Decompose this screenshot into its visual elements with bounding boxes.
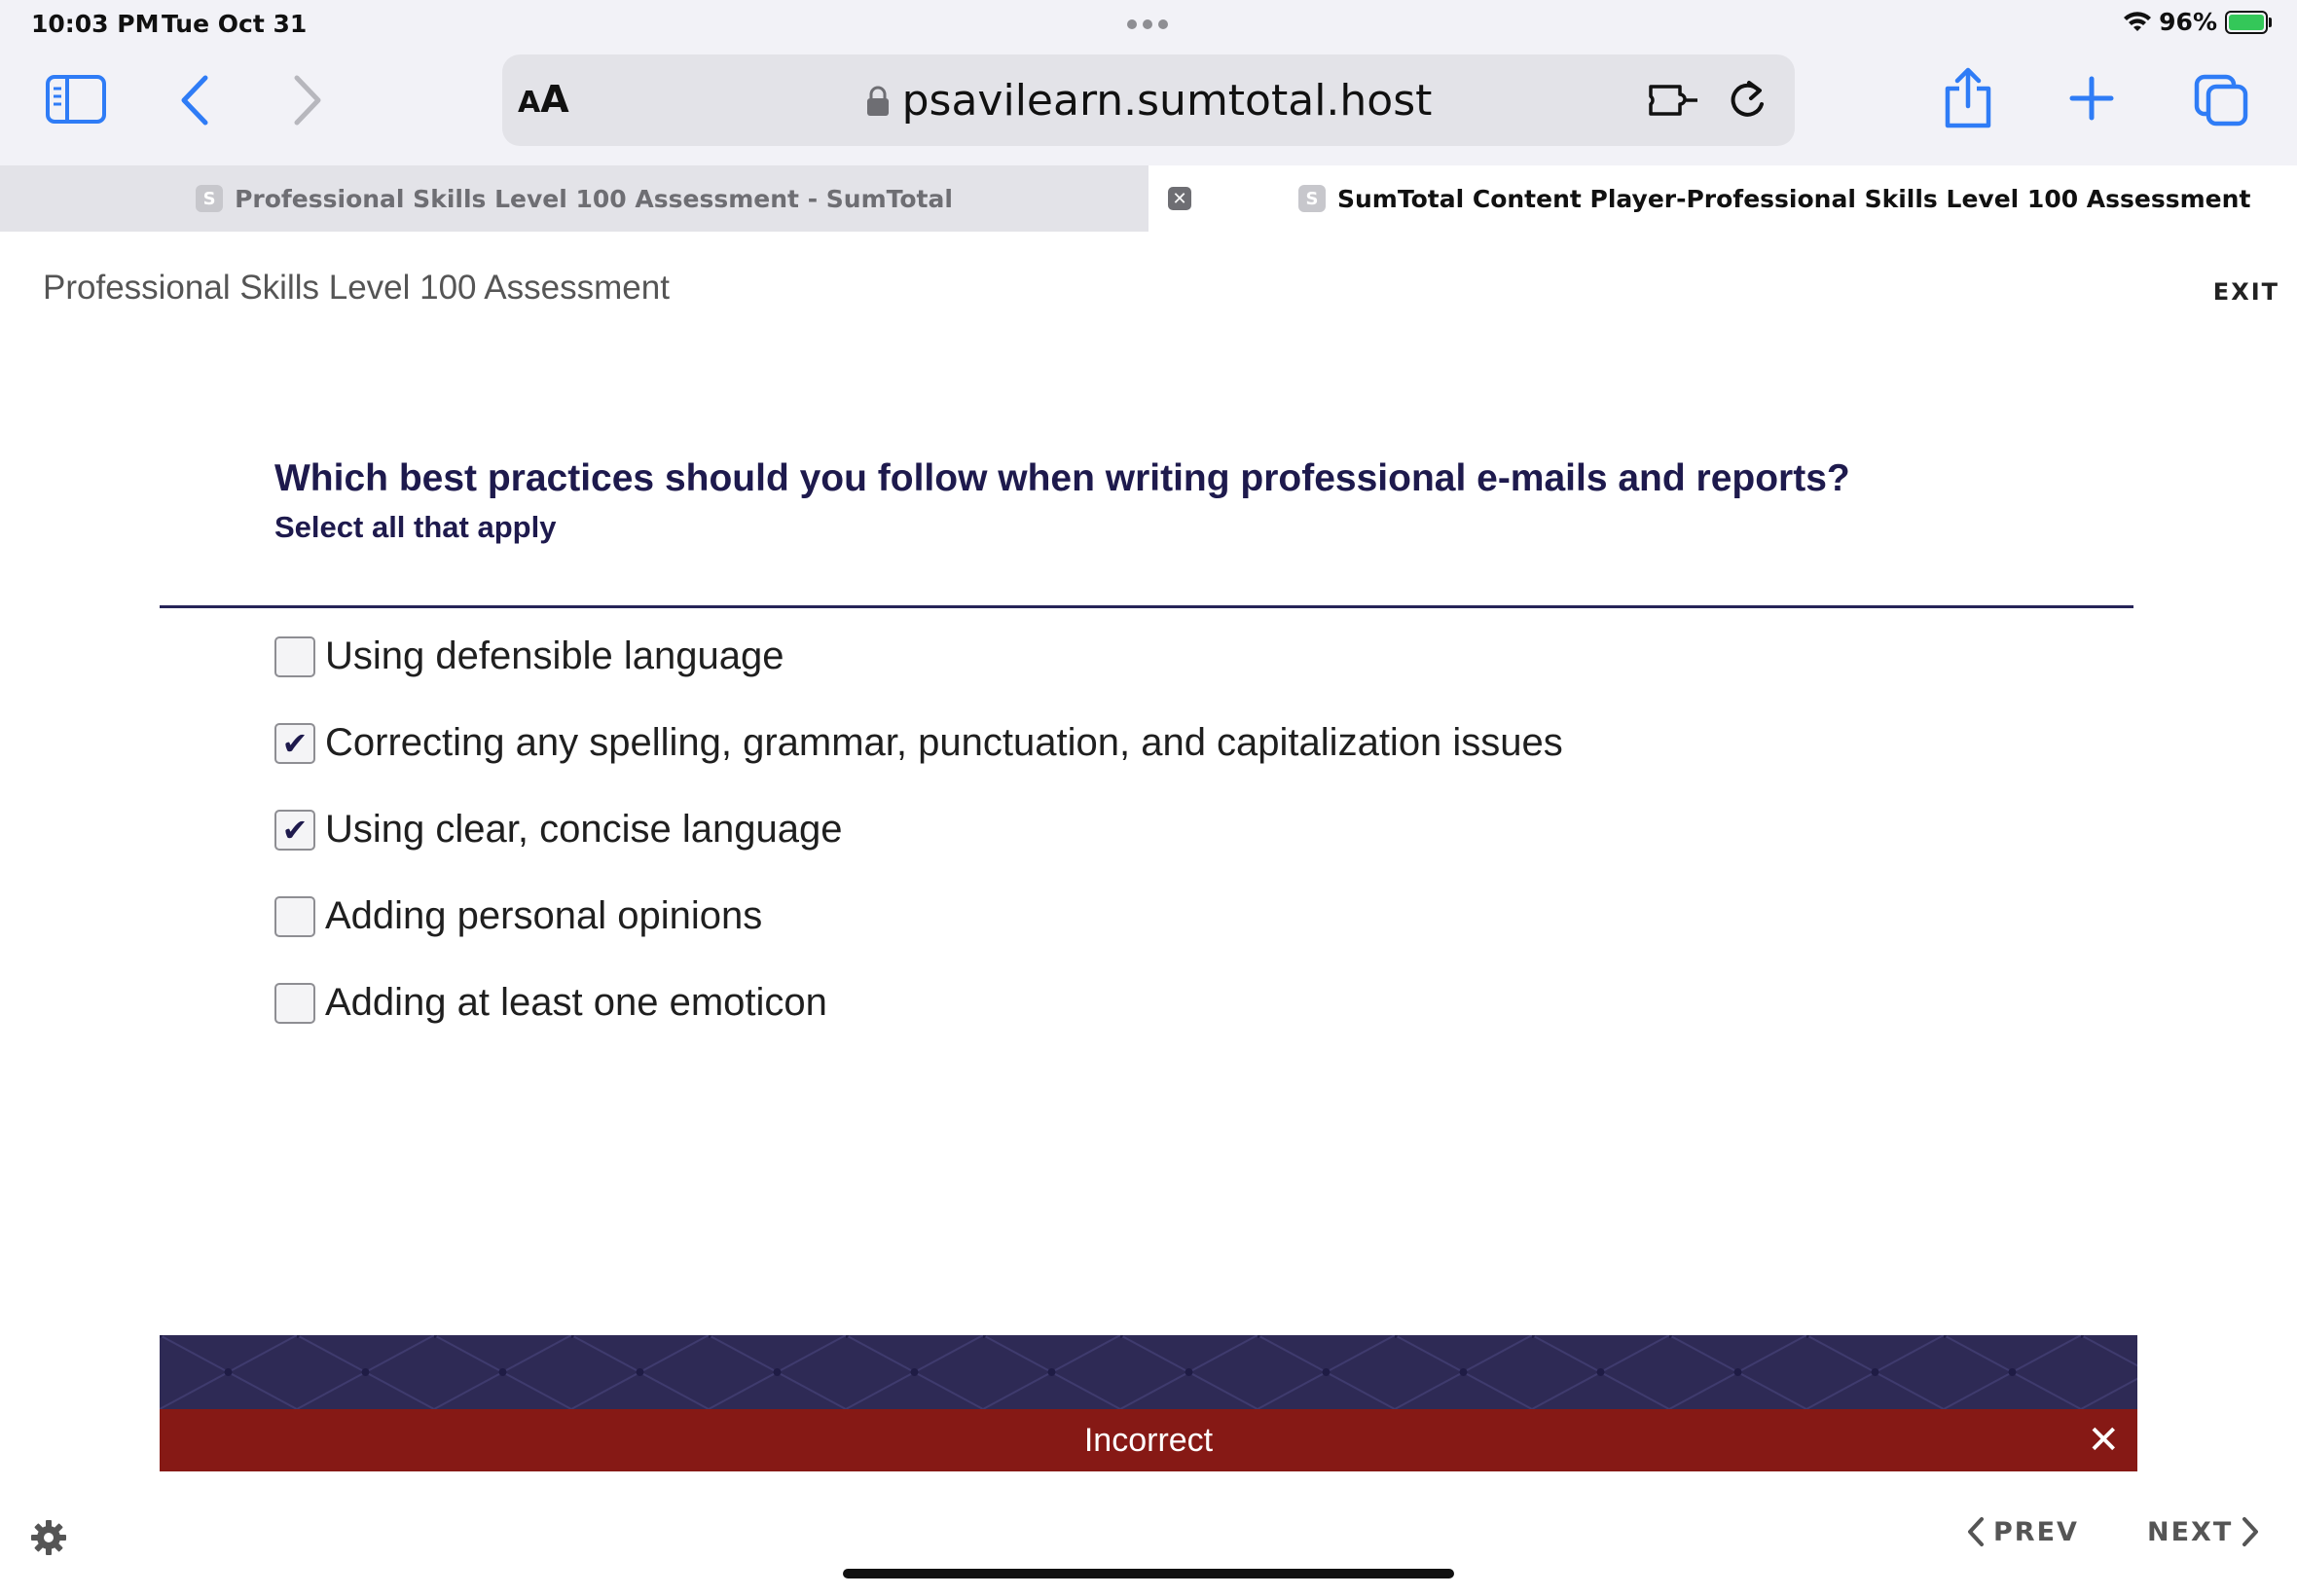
answer-label: Adding personal opinions	[325, 894, 763, 937]
back-icon[interactable]	[175, 74, 214, 127]
share-icon[interactable]	[1941, 66, 1995, 130]
checkbox-unchecked[interactable]	[274, 983, 315, 1024]
checkbox-unchecked[interactable]	[274, 636, 315, 677]
checkmark-icon: ✔	[281, 811, 309, 849]
answer-label: Adding at least one emoticon	[325, 981, 827, 1024]
status-time: 10:03 PM	[31, 10, 160, 38]
tab-content-player[interactable]	[1148, 165, 2297, 232]
home-indicator[interactable]	[843, 1569, 1454, 1578]
answer-option[interactable]	[274, 981, 827, 1025]
battery-percent: 96%	[2159, 8, 2217, 36]
tab-label: SumTotal Content Player-Professional Skills Level 100 Assessment	[1337, 184, 2251, 213]
prev-button[interactable]	[1966, 1516, 2079, 1547]
question-instruction: Select all that apply	[274, 510, 557, 544]
prev-label: PREV	[1993, 1516, 2079, 1547]
wifi-icon	[2124, 12, 2151, 33]
tab-bar	[0, 165, 2297, 232]
forward-icon[interactable]	[288, 74, 327, 127]
next-button[interactable]	[2147, 1516, 2260, 1547]
page-title: Professional Skills Level 100 Assessment	[43, 269, 670, 307]
checkbox-checked[interactable]	[274, 810, 315, 851]
answer-option[interactable]	[274, 894, 762, 938]
text-size-big-a: A	[540, 78, 569, 121]
multitasking-dots-icon[interactable]	[1127, 19, 1168, 29]
feedback-close-icon[interactable]: ✕	[2087, 1418, 2120, 1463]
tab-favicon-icon: S	[1298, 185, 1326, 212]
question-text: Which best practices should you follow when writing professional e-mails and reports?	[274, 457, 1850, 499]
feedback-banner	[160, 1335, 2137, 1471]
sidebar-toggle-icon[interactable]	[45, 74, 107, 125]
answer-option[interactable]	[274, 635, 784, 678]
checkbox-checked[interactable]	[274, 723, 315, 764]
status-date: Tue Oct 31	[162, 10, 308, 38]
battery-icon	[2225, 11, 2272, 34]
status-right	[2124, 8, 2272, 36]
settings-gear-icon[interactable]	[29, 1518, 68, 1557]
answer-label: Correcting any spelling, grammar, punctuation, and capitalization issues	[325, 721, 1563, 764]
exit-button[interactable]: EXIT	[2212, 278, 2279, 306]
answer-label: Using defensible language	[325, 635, 784, 677]
question-divider	[160, 605, 2133, 608]
checkbox-unchecked[interactable]	[274, 896, 315, 937]
next-label: NEXT	[2147, 1516, 2234, 1547]
answer-option[interactable]	[274, 721, 1563, 765]
checkmark-icon: ✔	[281, 724, 309, 762]
chevron-left-icon	[1966, 1516, 1986, 1547]
extension-icon[interactable]	[1647, 78, 1701, 123]
tab-label: Professional Skills Level 100 Assessment - SumTotal	[235, 184, 953, 213]
tab-sumtotal[interactable]	[0, 165, 1148, 232]
new-tab-icon[interactable]	[2067, 74, 2116, 123]
url-text: psavilearn.sumtotal.host	[901, 76, 1433, 126]
decorative-pattern	[160, 1335, 2137, 1409]
feedback-text: Incorrect	[1083, 1421, 1214, 1459]
feedback-bar	[160, 1409, 2137, 1471]
answer-option[interactable]	[274, 808, 842, 852]
text-size-small-a: A	[518, 86, 541, 120]
tab-close-icon[interactable]: ✕	[1168, 187, 1191, 210]
lock-icon	[865, 85, 891, 118]
url-display[interactable]	[502, 76, 1795, 126]
address-bar[interactable]	[502, 54, 1795, 146]
chevron-right-icon	[2241, 1516, 2260, 1547]
tab-title-wrap	[1298, 165, 2250, 232]
status-bar	[0, 0, 2297, 47]
answer-label: Using clear, concise language	[325, 808, 843, 851]
tab-overview-icon[interactable]	[2192, 72, 2250, 128]
browser-toolbar	[0, 47, 2297, 165]
tab-favicon-icon: S	[196, 185, 223, 212]
reload-icon[interactable]	[1725, 76, 1769, 123]
